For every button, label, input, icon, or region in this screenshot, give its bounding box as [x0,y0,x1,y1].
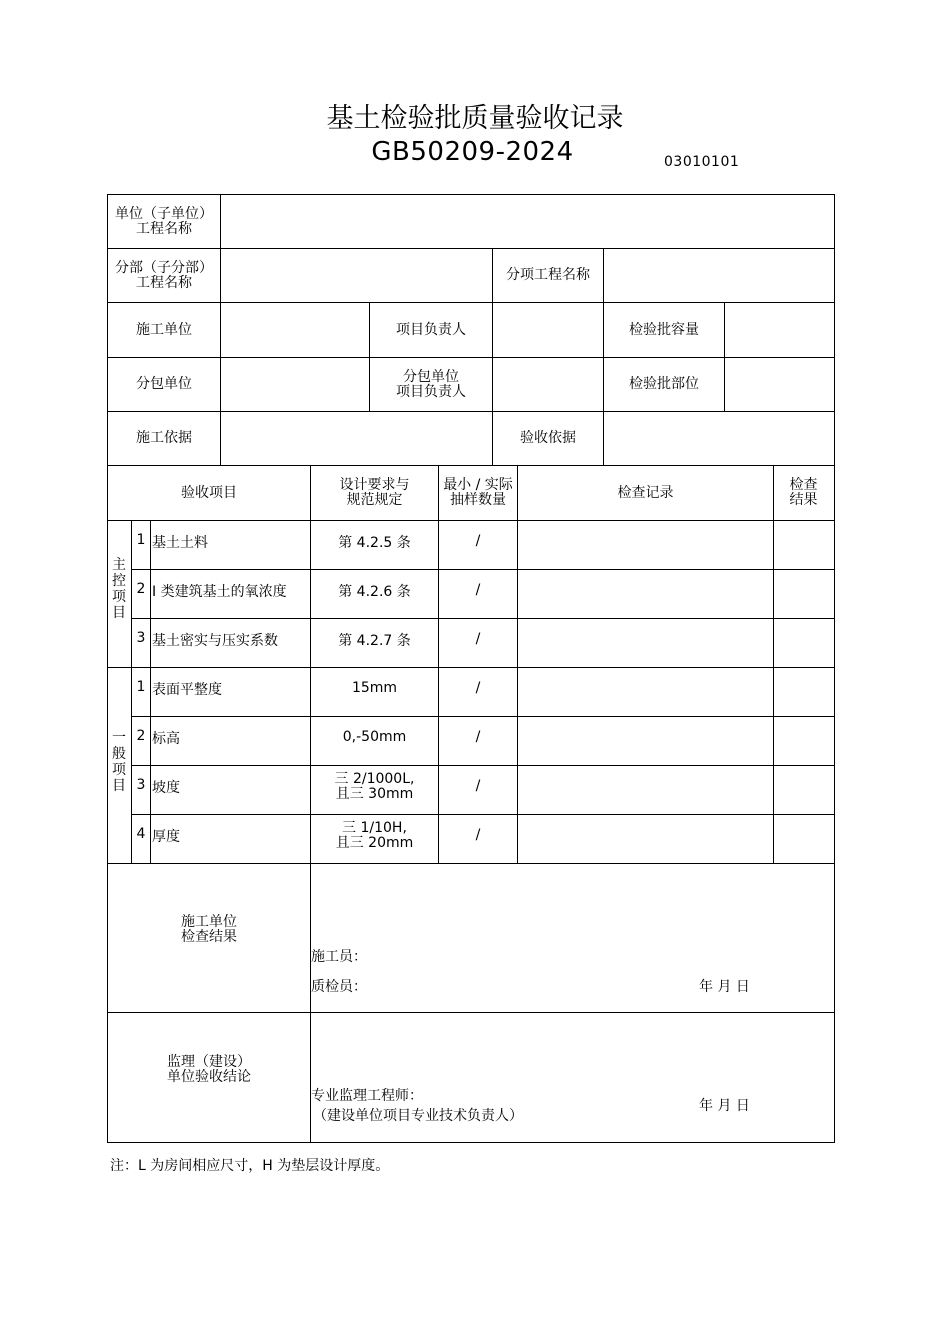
construction-unit-label: 施工单位 [136,321,192,338]
general-item-requirement: 15mm [351,679,398,696]
supervision-date-label: 年 月 日 [699,1098,750,1114]
main-item-name: 基土密实与压实系数 [152,632,278,649]
form-code: 03010101 [664,154,740,170]
supervision-engineer-label: 专业监理工程师： [311,1088,423,1104]
main-item-requirement: 第 4.2.7 条 [338,632,411,649]
grid-line [517,465,518,863]
supervision-label: 监理（建设） 单位验收结论 [167,1054,251,1085]
main-item-sampling: / [475,630,481,647]
main-item-sampling: / [475,581,481,598]
general-item-no: 4 [136,826,146,842]
main-group-label: 主 控 项 目 [112,557,126,621]
grid-line [724,302,725,411]
grid-line [150,520,151,863]
general-group-label: 一 般 项 目 [112,730,126,794]
general-item-sampling: / [475,679,481,696]
general-item-sampling: / [475,777,481,794]
subcontract-unit-label: 分包单位 [136,376,192,392]
grid-line [107,667,834,668]
general-item-no: 1 [136,679,146,695]
unit-project-label: 单位（子单位） 工程名称 [115,205,213,237]
column-requirement: 设计要求与 规范规定 [339,477,410,508]
main-item-no: 3 [136,630,146,646]
grid-line [131,814,834,815]
column-sampling: 最小 / 实际 抽样数量 [443,477,513,508]
grid-line [773,465,774,863]
grid-line [131,618,834,619]
grid-line [107,863,834,864]
sub-project-label: 分部（子分部） 工程名称 [115,259,213,291]
general-item-name: 厚度 [152,828,180,845]
grid-line [220,194,221,465]
construction-basis-label: 施工依据 [136,430,192,446]
footnote: 注：L 为房间相应尺寸，H 为垫层设计厚度。 [110,1158,390,1174]
batch-capacity-label: 检验批容量 [629,321,699,338]
construction-worker-label: 施工员： [311,949,367,965]
general-item-requirement: 三 1/10H, 且三 20mm [335,820,414,851]
grid-line [107,520,834,521]
standard-code: GB50209-2024 [371,137,574,167]
main-item-no: 1 [136,532,146,548]
subcontract-leader-label: 分包单位 项目负责人 [396,368,466,400]
general-item-name: 表面平整度 [152,681,222,698]
general-item-requirement: 0,-50mm [342,728,407,745]
grid-line [107,1012,834,1013]
main-item-name: 基土土料 [152,534,208,551]
project-leader-label: 项目负责人 [396,321,466,338]
column-item: 验收项目 [181,484,237,501]
general-item-no: 3 [136,777,146,793]
general-item-sampling: / [475,826,481,843]
grid-line [131,765,834,766]
general-item-requirement: 三 2/1000L, 且三 30mm [334,771,415,802]
page-title: 基土检验批质量验收记录 [326,103,624,134]
item-project-label: 分项工程名称 [506,267,590,283]
supervision-engineer-note: （建设单位项目专业技术负责人） [313,1108,523,1124]
main-item-no: 2 [136,581,146,597]
general-item-name: 坡度 [152,779,180,796]
grid-line [438,465,439,863]
general-item-sampling: / [475,728,481,745]
main-item-requirement: 第 4.2.6 条 [338,583,411,600]
general-item-name: 标高 [152,730,180,747]
grid-line [131,569,834,570]
main-item-sampling: / [475,532,481,549]
batch-location-label: 检验批部位 [629,376,699,392]
grid-line [131,716,834,717]
acceptance-basis-label: 验收依据 [520,430,576,446]
column-record: 检查记录 [617,484,674,501]
main-item-name: I 类建筑基土的氧浓度 [152,583,287,600]
quality-inspector-label: 质检员： [311,979,367,995]
main-item-requirement: 第 4.2.5 条 [338,534,411,551]
construction-date-label: 年 月 日 [699,979,750,995]
construction-check-label: 施工单位 检查结果 [181,914,237,945]
general-item-no: 2 [136,728,146,744]
column-result: 检查 结果 [789,477,818,508]
